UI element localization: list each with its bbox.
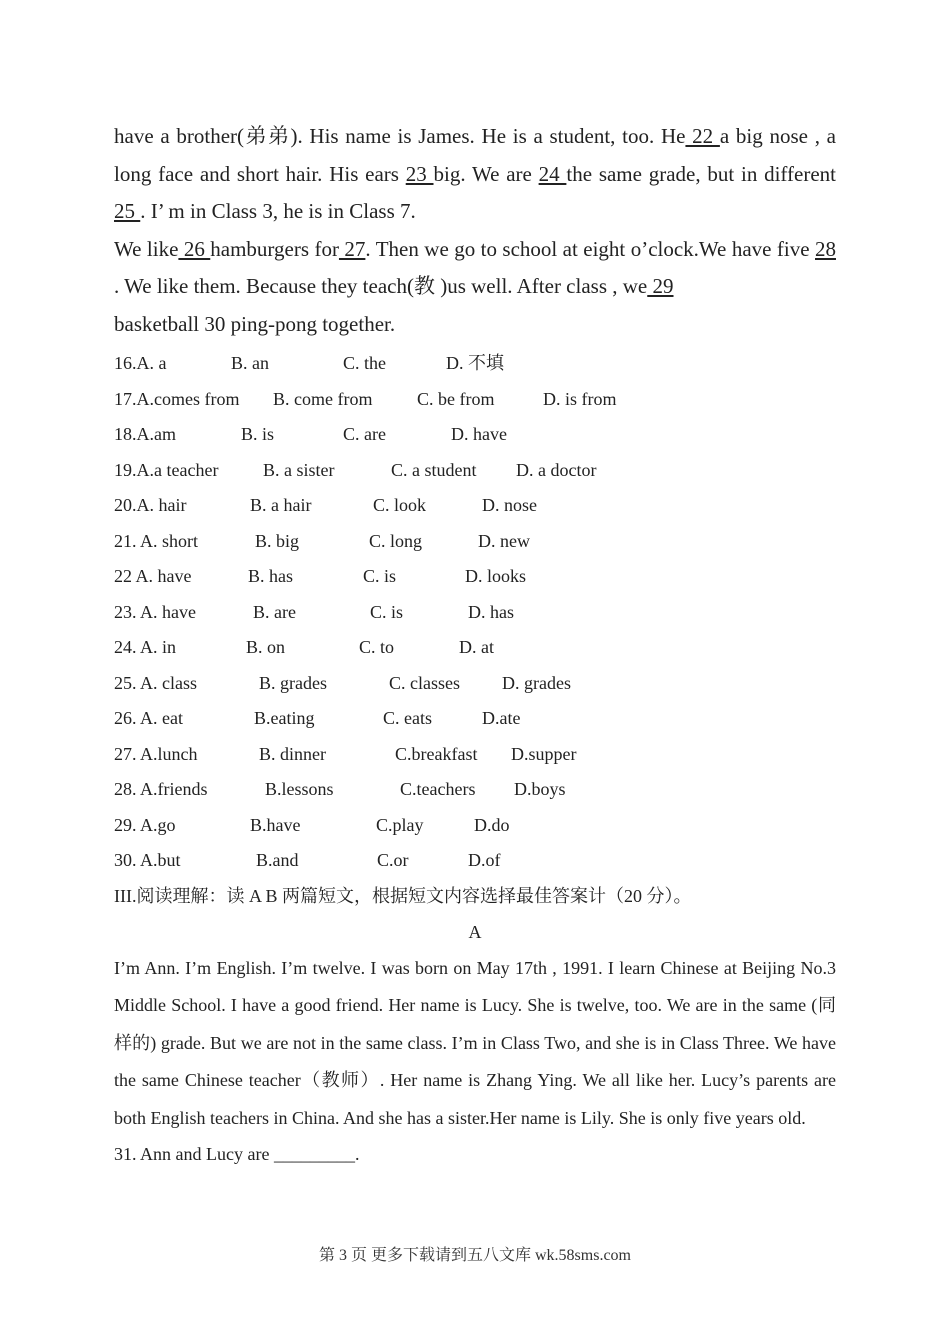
option-d: D. is from — [543, 388, 617, 409]
option-d: D.do — [474, 814, 510, 835]
option-c: C. look — [373, 495, 427, 515]
blank-24: 24 — [538, 161, 567, 186]
option-row — [114, 772, 836, 808]
option-c: C.play — [376, 814, 424, 835]
option-row — [114, 666, 836, 702]
option-row — [114, 488, 836, 524]
blank-29: 29 — [647, 274, 674, 298]
option-d: D. at — [459, 637, 494, 657]
option-c: C. to — [359, 637, 395, 657]
option-a: 30. A.but — [114, 850, 181, 870]
option-a: 16.A. a — [114, 353, 167, 373]
cloze-text: have a brother(弟弟). His name is James. He is a student, too. He — [114, 124, 686, 148]
option-b: B. a sister — [263, 459, 335, 480]
option-row — [114, 595, 836, 631]
option-d: D.of — [468, 850, 501, 870]
option-row — [114, 701, 836, 737]
blank-23: 23 — [405, 161, 434, 186]
option-a: 25. A. class — [114, 672, 197, 693]
option-d: D. 不填 — [446, 353, 504, 373]
option-row — [114, 630, 836, 666]
option-a: 21. A. short — [114, 530, 199, 551]
blank-28: 28 — [815, 236, 836, 261]
page-footer: 第 3 页 更多下载请到五八文库 wk.58sms.com — [318, 1247, 631, 1264]
option-a: 24. A. in — [114, 637, 177, 657]
option-b: B. dinner — [259, 743, 326, 764]
cloze-text: . We like them. Because they teach(教 )us well. After class , we — [114, 274, 648, 298]
option-d: D. has — [468, 601, 514, 622]
option-c: C. is — [363, 566, 397, 586]
option-d: D. looks — [465, 566, 527, 586]
option-c: C. be from — [417, 388, 495, 409]
option-c: C. eats — [383, 708, 432, 728]
blank-27: 27 — [338, 236, 366, 261]
option-d: D.supper — [511, 743, 577, 764]
option-b: B. grades — [259, 672, 327, 693]
option-c: C.breakfast — [395, 743, 478, 764]
option-row — [114, 417, 836, 453]
option-d: D. nose — [482, 495, 537, 515]
option-c: C.teachers — [400, 779, 476, 799]
cloze-text: hamburgers for — [210, 236, 339, 261]
reading-passage: I’m Ann. I’m English. I’m twelve. I was born on May 17th , 1991. I learn Chinese at Beijing No.3 Middle School. I have a good friend. Her name is Lucy. She is twelve, too. We are in the same (同样的) grade. But we are not in the same class. I’m in Class Two, and she is in Class Three. We have the same Chinese teacher（教师）. Her name is Zhang Ying. We all like her. Lucy’s parents are both English teachers in China. And she has a sister.Her name is Lily. She is only five years old. — [114, 957, 836, 1128]
option-d: D. grades — [502, 672, 571, 693]
option-a: 22 A. have — [114, 566, 192, 586]
cloze-text: We like — [114, 236, 179, 261]
cloze-text: . Then we go to school at eight o’clock.We have five — [365, 236, 815, 261]
option-b: B. big — [255, 530, 300, 551]
cloze-text: . I’ m in Class 3, he is in Class 7. — [140, 199, 416, 223]
option-b: B. an — [231, 353, 269, 373]
option-row — [114, 524, 836, 560]
option-a: 23. A. have — [114, 601, 196, 622]
option-c: C. the — [343, 353, 386, 373]
option-c: C. are — [343, 424, 386, 444]
option-c: C. classes — [389, 672, 460, 693]
blank-25: 25 — [114, 199, 141, 223]
option-a: 20.A. hair — [114, 495, 187, 515]
option-row — [114, 808, 836, 844]
option-row — [114, 382, 836, 418]
option-row — [114, 737, 836, 773]
section-heading: III.阅读理解：读 A B 两篇短文，根据短文内容选择最佳答案计（20 分）。 — [114, 885, 692, 906]
option-c: C. is — [370, 601, 404, 622]
option-row — [114, 559, 836, 595]
option-a: 17.A.comes from — [114, 388, 240, 409]
option-a: 29. A.go — [114, 814, 176, 835]
cloze-passage — [114, 118, 836, 231]
question-31: 31. Ann and Lucy are _________. — [114, 1144, 360, 1164]
cloze-text: a big nose , a long face and short hair. His ears — [114, 124, 836, 186]
option-a: 18.A.am — [114, 424, 176, 444]
option-b: B. is — [241, 424, 275, 444]
blank-22: 22 — [685, 124, 720, 148]
document-body — [114, 118, 836, 1172]
option-b: B.and — [256, 850, 299, 870]
option-row — [114, 453, 836, 489]
cloze-text: big. We are — [433, 161, 539, 186]
option-b: B. has — [248, 566, 293, 586]
option-row — [114, 346, 836, 382]
option-d: D. new — [478, 530, 530, 551]
option-b: B.eating — [254, 708, 315, 728]
cloze-text: the same grade, but in different — [566, 161, 837, 186]
option-d: D. a doctor — [516, 459, 597, 480]
option-b: B.lessons — [265, 779, 334, 799]
option-d: D.ate — [482, 708, 521, 728]
option-b: B. a hair — [250, 495, 312, 515]
option-b: B. on — [246, 637, 286, 657]
option-a: 27. A.lunch — [114, 743, 198, 764]
options-list — [114, 346, 836, 879]
option-c: C.or — [377, 850, 409, 870]
option-b: B. come from — [273, 388, 373, 409]
option-d: D.boys — [514, 779, 566, 799]
passage-label: A — [468, 921, 482, 942]
option-d: D. have — [451, 424, 507, 444]
blank-26: 26 — [178, 236, 211, 261]
option-c: C. long — [369, 530, 423, 551]
option-a: 19.A.a teacher — [114, 459, 219, 480]
option-row — [114, 843, 836, 879]
option-b: B. are — [253, 601, 296, 622]
option-b: B.have — [250, 814, 301, 835]
option-a: 28. A.friends — [114, 779, 208, 799]
option-c: C. a student — [391, 459, 477, 480]
cloze-text: basketball 30 ping-pong together. — [114, 311, 396, 336]
option-a: 26. A. eat — [114, 708, 183, 728]
cloze-passage-2 — [114, 231, 836, 344]
